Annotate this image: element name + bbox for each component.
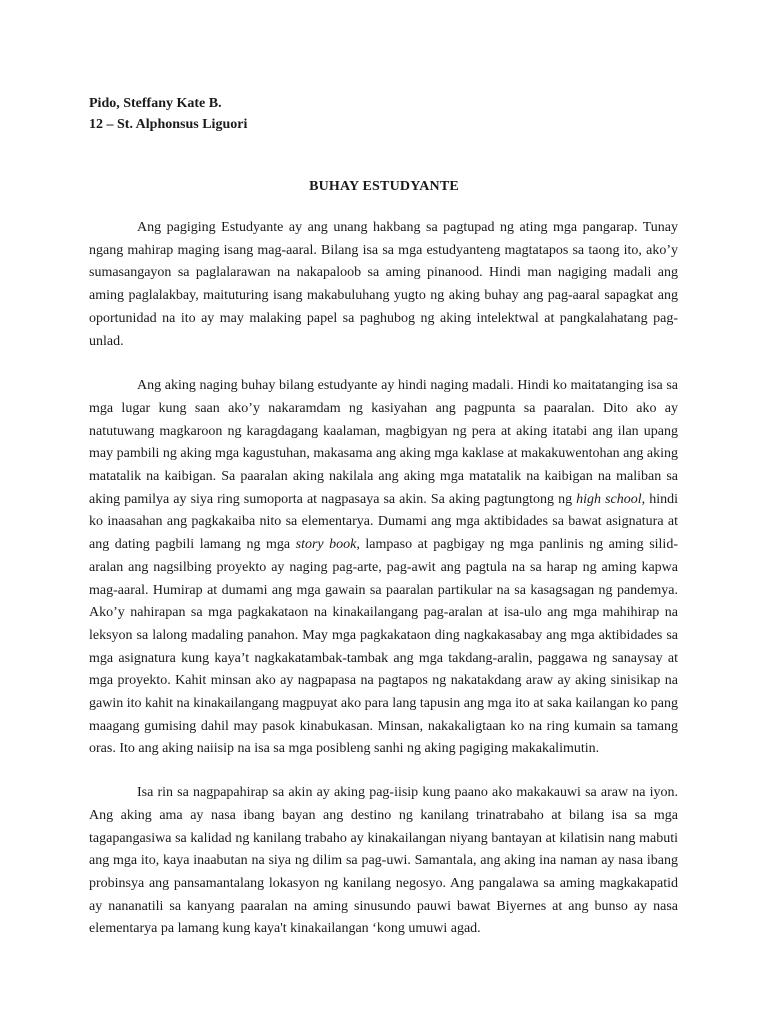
author-header <box>89 93 247 135</box>
paragraph-3: Isa rin sa nagpapahirap sa akin ay aking pag-iisip kung paano ako makakauwi sa araw na iyon. Ang aking ama ay nasa ibang bayan ang destino ng kanilang trinatrabaho at bilang isa sa mga tagapangasiwa sa kalidad ng kanilang trabaho ay kinakailangan niyang bantayan at kilatisin nang mabuti ang mga ito, kaya inaabutan na siya ng dilim sa pag-uwi. Samantala, ang aking ina naman ay nasa ibang probinsya ang pansamantalang lokasyon ng kanilang negosyo. Ang pangalawa sa aming magkakapatid ay nananatili sa kanyang paaralan na aming sinusundo pauwi bawat Biyernes at ang bunso ay nasa elementarya pa lamang kung kaya't kinakailangan ‘kong umuwi agad. <box>89 785 678 937</box>
author-section: 12 – St. Alphonsus Liguori <box>89 117 248 132</box>
paragraph-2-text-1: Ang aking naging buhay bilang estudyante ay hindi naging madali. Hindi ko maitatanging isa sa mga lugar kung saan ako’y nakaramdam ng kasiyahan ang pagpunta sa paaralan. Dito ako ay natutuwang magkaroon ng karagdagang kaalaman, magbigyan ng pera at aking itatabi ang ilan upang may pambili ng aking mga kagustuhan, makasama ang aking mga kaklase at makakuwentohan ang aking matatalik na kaibigan. Sa paaralan aking nakilala ang aking mga matatalik na kaibigan na maliban sa aking pamilya ay siya ring sumoporta at nagpasaya sa akin. Sa aking pagtungtong ng <box>89 378 678 507</box>
author-name: Pido, Steffany Kate B. <box>89 96 222 111</box>
paragraph-1: Ang pagiging Estudyante ay ang unang hakbang sa pagtupad ng ating mga pangarap. Tunay ngang mahirap maging isang mag-aaral. Bilang isa sa mga estudyanteng magtatapos sa taong ito, ako’y sumasangayon sa paglalarawan na nakapaloob sa aming pinanood. Hindi man nagiging madali ang aming paglalakbay, maituturing isang makabuluhang yugto ng aking buhay ang pag-aaral sapagkat ang oportunidad na ito ay may malaking papel sa paghubog ng aking intelektwal at pangkalahatang pag-unlad. <box>89 220 678 349</box>
paragraph-2-text-2: , hindi ko inaasahan ang pagkakaiba nito sa elementarya. Dumami ang mga aktibidades sa bawat asignatura at ang dating pagbili lamang ng mga <box>89 491 678 553</box>
italic-phrase-high-school: high school <box>576 491 642 507</box>
paragraph-2-text-3: , lampaso at pagbigay ng mga panlinis ng aming silid-aralan ang nagsilbing proyekto ay naging pag-arte, pag-awit ang pagtula na sa harap ng aming kapwa mag-aaral. Humirap at dumami ang mga gawain sa paaralan partikular na sa kasagsagan ng pandemya. Ako’y nahirapan sa mga pagkakataon na kinakailangang pag-aralan at isa-ulo ang mga mahihirap na leksyon sa lalong madaling panahon. May mga pagkakataon ding nagkakasabay ang mga aktibidades sa mga asignatura kung kaya’t nagkakatambak-tambak ang mga takdang-aralin, paggawa ng sanaysay at mga proyekto. Kahit minsan ako ay nagpapasa na pagtapos ng nakatakdang araw ay aking sinisikap na gawin ito kahit na kinakailangang magpuyat ako para lang tapusin ang mga ito at saka kailangan ko pang maagang gumising dahil may pasok kinabukasan. Minsan, nakakaligtaan ko na ring kumain sa tamang oras. Ito ang aking naiisip na isa sa mga posibleng sanhi ng aking pagiging makakalimutin. <box>89 537 678 757</box>
italic-phrase-story-book: story book <box>295 537 357 553</box>
document-title: BUHAY ESTUDYANTE <box>309 179 459 194</box>
paragraph-2 <box>89 375 678 761</box>
document-body <box>89 217 678 963</box>
